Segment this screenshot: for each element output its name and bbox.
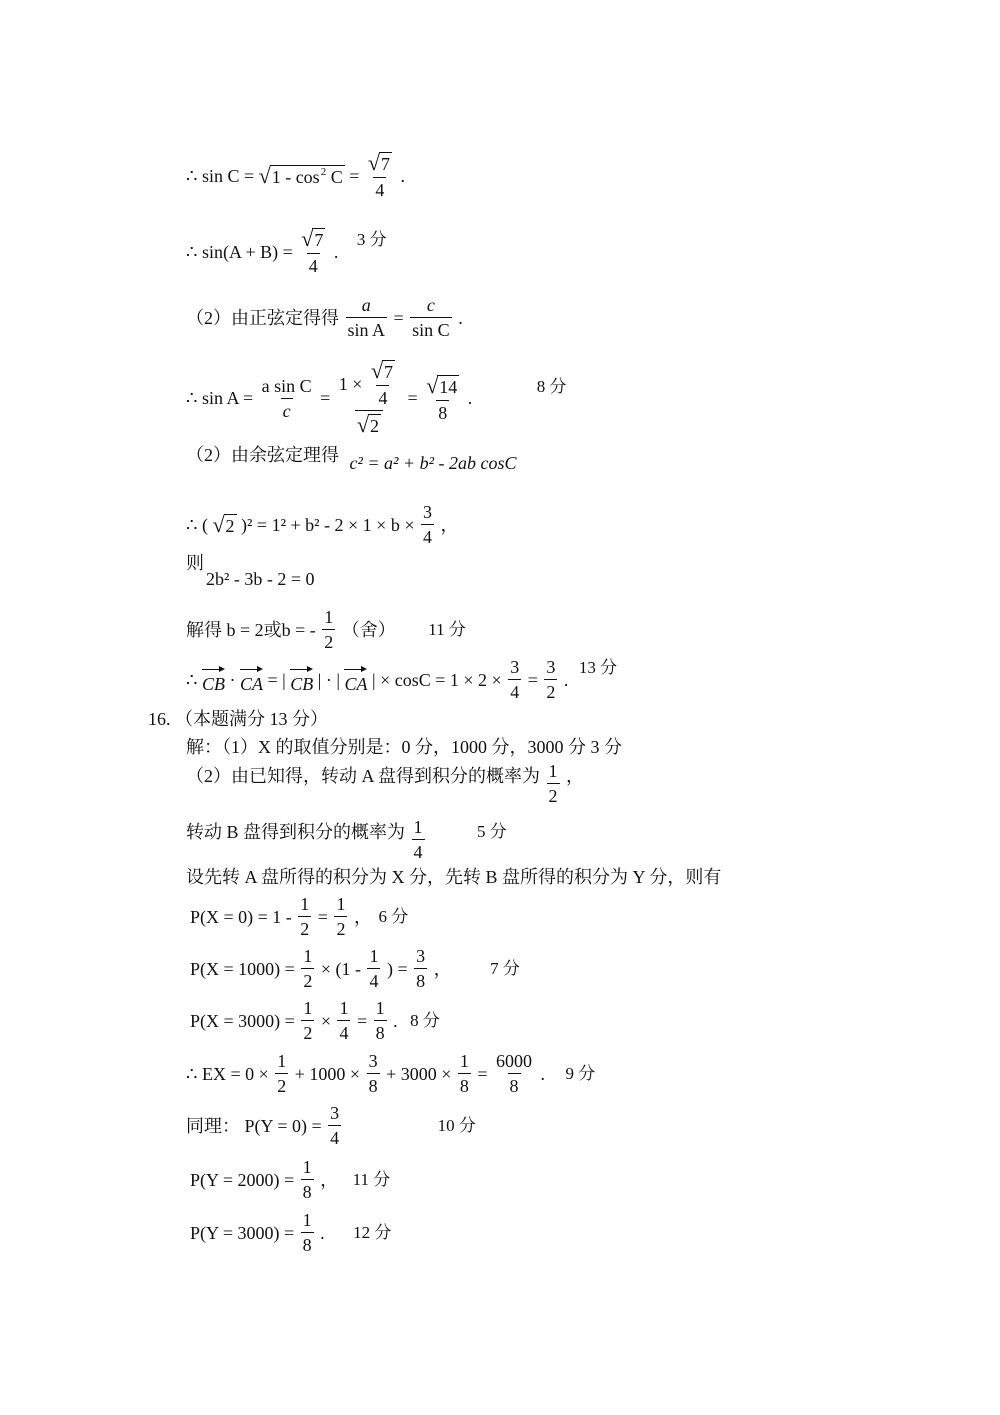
- denominator: 4: [328, 1125, 341, 1147]
- fraction: [301, 947, 314, 990]
- text: ，: [320, 1169, 339, 1190]
- numerator: 1: [300, 894, 310, 914]
- numerator: 1: [336, 894, 346, 914]
- text: 同理： P(Y = 0) =: [186, 1115, 322, 1136]
- score-label: 12 分: [353, 1223, 392, 1242]
- text: ，: [433, 958, 452, 979]
- vector: CA: [344, 667, 367, 693]
- text: P(Y = 2000) =: [190, 1169, 295, 1190]
- text: ，: [353, 906, 372, 927]
- text: C: [326, 166, 343, 187]
- text: 设先转 A 盘所得的积分为 X 分，先转 B 盘所得的积分为 Y 分，则有: [186, 867, 722, 887]
- numerator: 1: [302, 1157, 312, 1177]
- text: 1 ×: [338, 373, 363, 394]
- eq-px1000: [190, 947, 520, 990]
- denominator: 4: [412, 839, 425, 861]
- eq-px0: [190, 895, 408, 938]
- fraction: [334, 895, 347, 938]
- fraction: [301, 999, 314, 1042]
- numerator: a: [361, 295, 371, 315]
- text: P(X = 0) = 1 -: [190, 906, 292, 927]
- text: | · |: [317, 669, 340, 690]
- fraction: √ 7 4: [370, 358, 394, 408]
- score-label: 11 分: [428, 620, 466, 639]
- text: 16. （本题满分 13 分）: [148, 709, 328, 729]
- text: 转动 B 盘得到积分的概率为: [186, 821, 406, 842]
- denominator: 2: [301, 968, 314, 990]
- vector: CA: [240, 667, 263, 693]
- eq-sinAB: [186, 228, 387, 275]
- text-then: [186, 554, 204, 572]
- text: （舍）: [341, 619, 396, 640]
- numerator: 6000: [496, 1051, 533, 1071]
- text: .: [393, 1010, 398, 1031]
- text: + 3000 ×: [386, 1063, 452, 1084]
- text: )² = 1² + b² - 2 × 1 × b ×: [241, 514, 415, 535]
- eq-ex: [186, 1052, 595, 1095]
- denominator: 4: [307, 253, 320, 275]
- radicand: 7: [384, 362, 394, 382]
- denominator: 2: [334, 916, 347, 938]
- numerator: 1: [548, 761, 558, 781]
- fraction: [260, 377, 314, 420]
- numerator: a sin C: [261, 375, 312, 396]
- eq-py0: [186, 1104, 476, 1147]
- numerator: 1: [324, 607, 334, 627]
- text: 解得 b = 2或b = -: [186, 619, 316, 640]
- text: P(X = 1000) =: [190, 958, 295, 979]
- text: ，: [440, 514, 459, 535]
- vector: CB: [290, 667, 313, 693]
- fraction: [301, 1211, 314, 1254]
- text: .: [333, 241, 339, 262]
- text: | × cosC = 1 × 2 ×: [371, 669, 502, 690]
- fraction: [367, 1052, 380, 1095]
- denominator: 2: [301, 1020, 314, 1042]
- text: ∴: [186, 669, 198, 690]
- eq-sinA: [186, 360, 567, 436]
- text: P(X = 3000) =: [190, 1010, 295, 1031]
- score-label: 3 分: [356, 230, 387, 249]
- text: =: [527, 669, 538, 690]
- eq-py2000: [190, 1158, 390, 1201]
- eq-dot-product: [186, 658, 617, 701]
- eq-sinC: [186, 152, 405, 199]
- text: .: [400, 165, 405, 186]
- denominator: 8: [374, 1020, 387, 1042]
- denominator: 8: [301, 1179, 314, 1201]
- fraction: [298, 895, 311, 938]
- fraction: [322, 608, 335, 651]
- fraction: [301, 1158, 314, 1201]
- text: ∴ sin C =: [186, 165, 255, 186]
- numerator: c: [426, 295, 435, 315]
- fraction: √ 7 4: [301, 226, 324, 276]
- formula: c² = a² + b² - 2ab cosC: [349, 452, 517, 473]
- denominator: 8: [367, 1073, 380, 1095]
- radicand: 14: [439, 376, 458, 397]
- denominator: c: [282, 400, 291, 421]
- sqrt-expr: √ $1 - \cos^2 C$: [258, 162, 343, 188]
- numerator: 1: [375, 998, 385, 1018]
- text: ) =: [386, 958, 408, 979]
- denominator: 4: [367, 968, 380, 990]
- answer-part1: [186, 738, 622, 756]
- numerator: 1: [369, 946, 379, 966]
- denominator: 2: [275, 1073, 288, 1095]
- prob-a: [186, 762, 584, 805]
- denominator: 4: [421, 524, 434, 546]
- denominator: 2: [547, 783, 560, 805]
- fraction: √ 14 8: [426, 372, 458, 423]
- numerator: 3: [330, 1103, 340, 1123]
- score-label: 13 分: [578, 658, 618, 677]
- numerator: 1: [303, 998, 313, 1018]
- numerator: 1: [303, 946, 313, 966]
- compound-fraction: 1 × √ 7 4 √ 2: [337, 360, 401, 436]
- denominator: 2: [544, 679, 557, 701]
- denominator: 4: [373, 177, 386, 199]
- fraction: [544, 658, 557, 701]
- text: 解：（1）X 的取值分别是：0 分，1000 分，3000 分 3 分: [186, 737, 622, 757]
- text: =: [356, 1010, 368, 1031]
- text: ∴ sin(A + B) =: [186, 241, 293, 262]
- denominator: 8: [301, 1232, 314, 1254]
- eq-quadratic: [206, 570, 315, 588]
- numerator: 1: [413, 817, 423, 837]
- score-label: 6 分: [378, 907, 409, 926]
- sqrt-expr: √ 2: [212, 511, 235, 537]
- denominator: 4: [337, 1020, 350, 1042]
- numerator: 1: [339, 998, 349, 1018]
- text: 则: [186, 553, 204, 573]
- text: ·: [229, 669, 236, 690]
- text: ∴ (: [186, 514, 208, 535]
- setup-text: [186, 868, 721, 886]
- fraction: [547, 762, 560, 805]
- score-label: 5 分: [477, 822, 507, 841]
- text: =: [320, 388, 331, 408]
- text: P(Y = 3000) =: [190, 1222, 295, 1243]
- fraction: [494, 1052, 534, 1095]
- denominator: 8: [414, 968, 427, 990]
- vector: CB: [202, 667, 225, 693]
- text: .: [540, 1063, 546, 1084]
- denominator: 8: [436, 400, 449, 422]
- denominator: 4: [508, 679, 521, 701]
- radicand: 7: [314, 230, 324, 250]
- fraction: [508, 658, 521, 701]
- numerator: 3: [510, 657, 520, 677]
- fraction: [374, 999, 387, 1042]
- numerator: 3: [422, 502, 432, 522]
- law-of-sines: [186, 296, 463, 339]
- text: ，: [566, 765, 585, 786]
- text: .: [320, 1222, 325, 1243]
- denominator: 4: [376, 385, 389, 407]
- radicand: 2: [225, 515, 235, 536]
- text: ∴ EX = 0 ×: [186, 1063, 269, 1084]
- formula: 2b² - 3b - 2 = 0: [206, 569, 315, 589]
- text: （2）由正弦定得得: [186, 307, 339, 328]
- denominator: 8: [508, 1073, 521, 1095]
- text: =: [477, 1063, 488, 1084]
- text: + 1000 ×: [294, 1063, 361, 1084]
- numerator: 3: [416, 946, 426, 966]
- law-of-cosines: [186, 444, 517, 473]
- eq-py3000: [190, 1211, 391, 1254]
- text: （2）由已知得，转动 A 盘得到积分的概率为: [186, 765, 541, 786]
- eq-substitution: [186, 503, 458, 546]
- text: ∴ sin A =: [186, 388, 254, 408]
- numerator: 1: [302, 1210, 312, 1230]
- text: × (1 -: [320, 958, 361, 979]
- sup: 2: [320, 165, 327, 178]
- fraction: [410, 296, 452, 339]
- text: =: [407, 388, 418, 408]
- text: =: [393, 307, 404, 328]
- denominator: sin A: [346, 317, 388, 339]
- radicand: 7: [380, 154, 390, 174]
- fraction: [367, 947, 380, 990]
- fraction: [275, 1052, 288, 1095]
- text: = |: [267, 669, 286, 690]
- fraction: [458, 1052, 471, 1095]
- eq-px3000: [190, 999, 440, 1042]
- denominator: 8: [458, 1073, 471, 1095]
- score-label: 8 分: [410, 1011, 440, 1030]
- fraction: [414, 947, 427, 990]
- numerator: 3: [368, 1051, 378, 1071]
- denominator: 2: [298, 916, 311, 938]
- fraction: [337, 999, 350, 1042]
- prob-b: [186, 818, 507, 861]
- numerator: 1: [459, 1051, 469, 1071]
- fraction: [412, 818, 425, 861]
- question-header: [148, 710, 328, 728]
- score-label: 7 分: [490, 959, 520, 978]
- score-label: 9 分: [565, 1064, 596, 1083]
- numerator: 1: [277, 1051, 287, 1071]
- score-label: 10 分: [437, 1116, 476, 1135]
- fraction: [328, 1104, 341, 1147]
- fraction: [421, 503, 434, 546]
- numerator: 3: [546, 657, 556, 677]
- score-label: 11 分: [352, 1170, 391, 1189]
- radicand: 2: [369, 416, 379, 436]
- eq-solution: [186, 608, 466, 651]
- score-label: 8 分: [536, 376, 567, 396]
- denominator: sin C: [410, 317, 452, 339]
- text: 1 - cos: [271, 166, 320, 187]
- fraction: [346, 296, 388, 339]
- fraction: √ 7 4: [367, 150, 390, 200]
- text: .: [467, 388, 473, 408]
- denominator: 2: [322, 629, 335, 651]
- text: =: [349, 165, 360, 186]
- text: （2）由余弦定理得: [186, 444, 339, 465]
- text: =: [317, 906, 328, 927]
- text: .: [563, 669, 569, 690]
- text: .: [458, 307, 463, 328]
- text: ×: [320, 1010, 331, 1031]
